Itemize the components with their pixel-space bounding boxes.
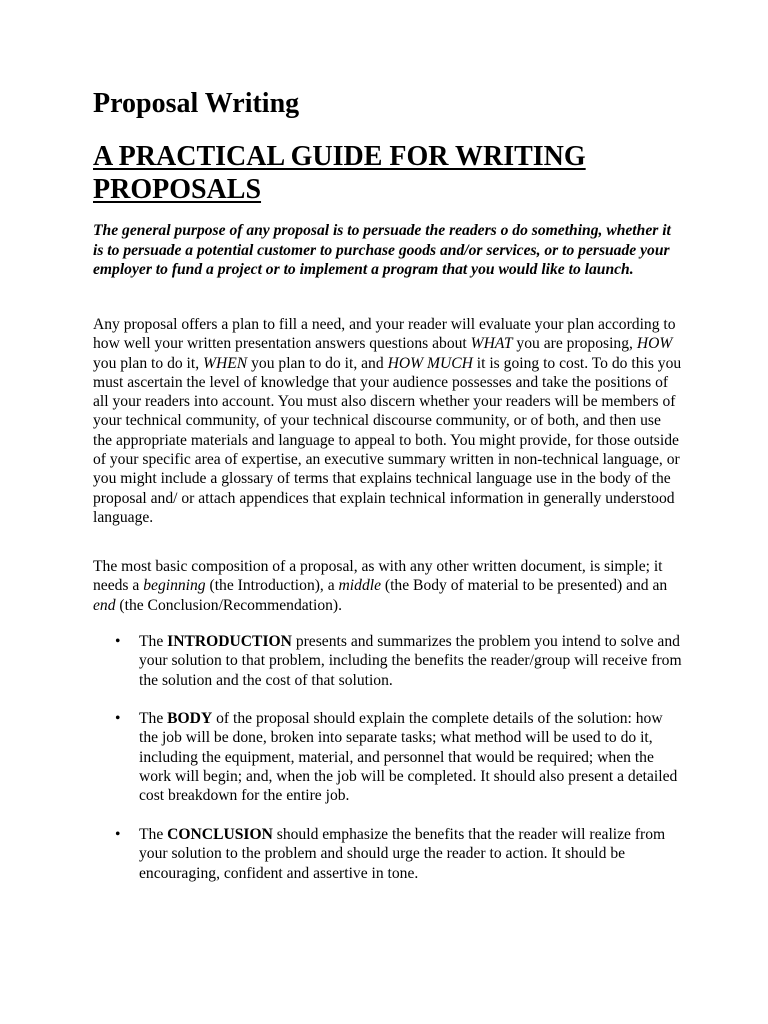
bullet-prefix: The (139, 825, 168, 843)
bullet-icon: • (115, 825, 121, 843)
bullet-icon: • (115, 633, 121, 650)
bullet-icon: • (115, 710, 121, 728)
body-bullet (93, 709, 683, 805)
composition-text-4: (the Conclusion/Recommendation). (115, 596, 343, 614)
plan-text-2: you are proposing, (512, 335, 637, 353)
introduction-bullet (93, 632, 683, 690)
bullet-term: CONCLUSION (167, 825, 273, 843)
composition-text-1: The most basic composition of a proposal, as with any other written document, is simple; it needs a (93, 558, 663, 595)
when-emphasis: WHEN (203, 354, 248, 372)
how-emphasis: HOW (636, 335, 673, 353)
plan-text-5: it is going to cost. To do this you must ascertain the level of knowledge that your audience possesses and take the positions of all your readers into account. You must also discern whether your readers will be members of your technical community, of your technical discourse community, or of both, and then use the appropriate materials and language to appeal to both. You might provide, for those outside of your specific area of expertise, an executive summary written in non-technical language, or you might include a glossary of terms that explains technical language use in the body of the proposal and/ or attach appendices that explain technical information in generally understood language. (93, 354, 682, 526)
bullet-term: BODY (167, 710, 213, 728)
plan-paragraph (93, 315, 683, 527)
guide-heading: A PRACTICAL GUIDE FOR WRITING PROPOSALS (93, 141, 586, 205)
page-title: Proposal Writing (93, 88, 300, 119)
bullet-text: of the proposal should explain the complete details of the solution: how the job will be done, broken into separate tasks; what method will be used to do it, including the equipment, material, and personnel that would be required; when the work will begin; and, when the job will be completed. It should also present a detailed cost breakdown for the entire job. (139, 710, 678, 805)
bullet-term: INTRODUCTION (167, 633, 292, 650)
beginning-emphasis: beginning (143, 577, 206, 595)
plan-text-4: you plan to do it, and (247, 354, 388, 372)
bullet-text: presents and summarizes the problem you intend to solve and your solution to that problem, including the benefits the reader/group will receive from the solution and the cost of that solution. (139, 633, 682, 689)
bullet-prefix: The (139, 633, 168, 650)
middle-emphasis: middle (338, 577, 381, 595)
what-emphasis: WHAT (470, 335, 513, 353)
plan-text-1: Any proposal offers a plan to fill a need, and your reader will evaluate your plan according to how well your written presentation answers questions about (93, 316, 676, 353)
composition-paragraph (93, 557, 683, 615)
plan-text-3: you plan to do it, (93, 354, 204, 372)
how-much-emphasis: HOW MUCH (387, 354, 473, 372)
bullet-text: should emphasize the benefits that the reader will realize from your solution to the problem and should urge the reader to action. It should be encouraging, confident and assertive in tone. (139, 825, 666, 882)
bullet-prefix: The (139, 710, 168, 728)
section-bullet-list (93, 632, 683, 902)
end-emphasis: end (93, 596, 116, 614)
composition-text-2: (the Introduction), a (205, 577, 339, 595)
conclusion-bullet (93, 825, 683, 883)
composition-text-3: (the Body of material to be presented) and an (381, 577, 668, 595)
intro-paragraph: The general purpose of any proposal is to persuade the readers o do something, whether it is to persuade a potential customer to purchase goods and/or services, or to persuade your employer to fund a project or to implement a program that you would like to launch. (93, 222, 671, 278)
